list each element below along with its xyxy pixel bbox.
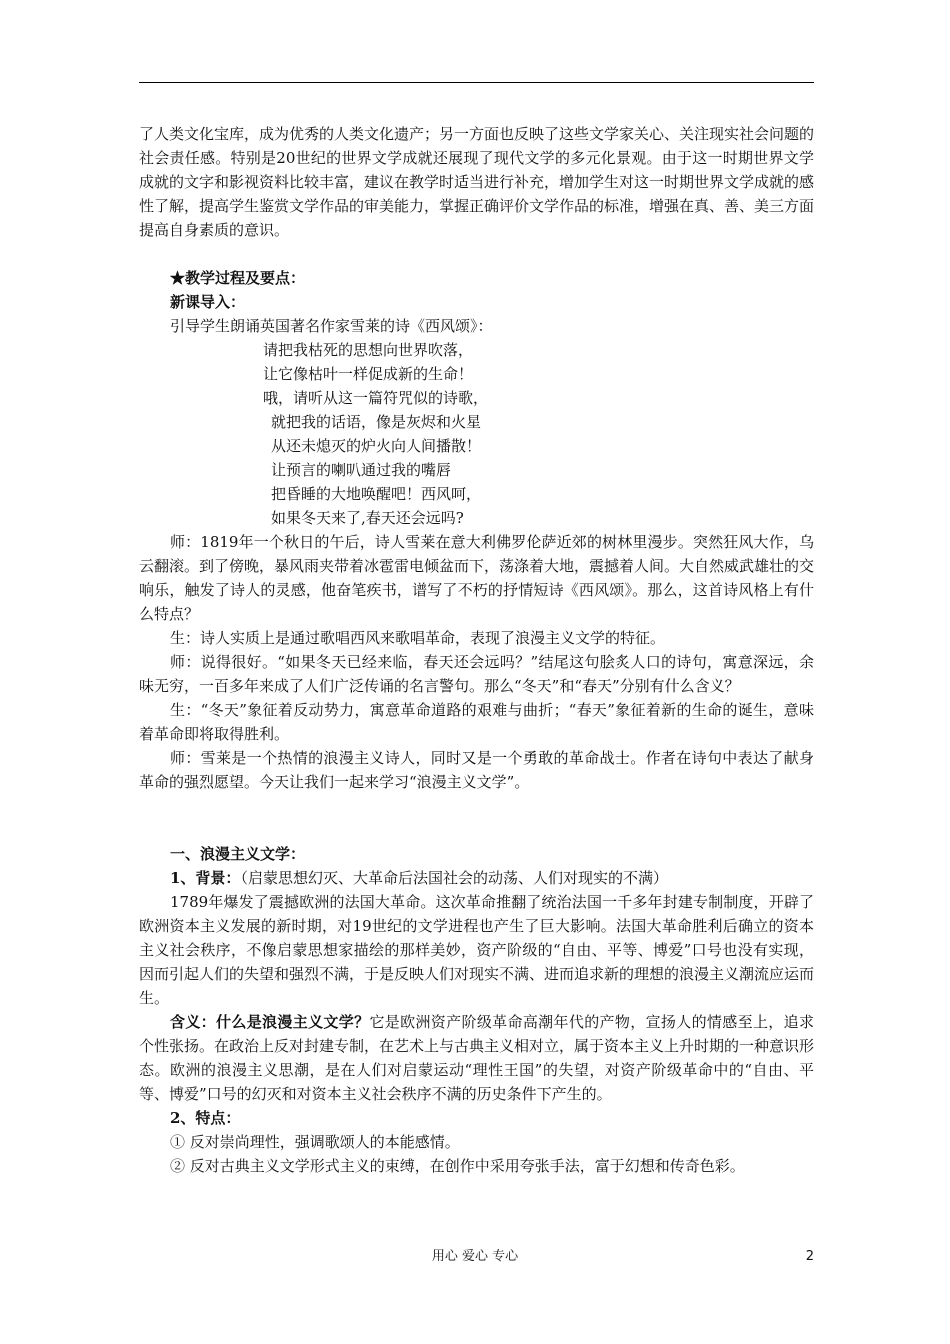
background-heading bbox=[139, 866, 814, 890]
dialog-paragraph: 师：说得很好。“如果冬天已经来临，春天还会远吗？”结尾这句脍炙人口的诗句，寓意深远，余味无穷，一百多年来成了人们广泛传诵的名言警句。那么“冬天”和“春天”分别有什么含义？ bbox=[139, 653, 814, 695]
dialog-paragraph: 师：雪莱是一个热情的浪漫主义诗人，同时又是一个勇敢的革命战士。作者在诗句中表达了献身革命的强烈愿望。今天让我们一起来学习“浪漫主义文学”。 bbox=[139, 749, 814, 791]
dialog-paragraph: 师：1819年一个秋日的午后，诗人雪莱在意大利佛罗伦萨近郊的树林里漫步。突然狂风大作，乌云翻滚。到了傍晚，暴风雨夹带着冰雹雷电倾盆而下，荡涤着大地，震撼着人间。大自然威武雄壮的交响乐，触发了诗人的灵感，他奋笔疾书，谱写了不朽的抒情短诗《西风颂》。那么，这首诗风格上有什么特点？ bbox=[139, 533, 815, 623]
document-body bbox=[139, 122, 814, 1178]
poem-line: 哦，请听从这一篇符咒似的诗歌， bbox=[263, 389, 489, 407]
header-rule bbox=[139, 82, 814, 83]
poem-line: 把昏睡的大地唤醒吧！西风呵， bbox=[271, 485, 482, 503]
heading-teaching-process: ★教学过程及要点： bbox=[170, 269, 306, 287]
intro-paragraph: 了人类文化宝库，成为优秀的人类文化遗产；另一方面也反映了这些文学家关心、关注现实社会问题的社会责任感。特别是20世纪的世界文学成就还展现了现代文学的多元化景观。由于这一时期世界文学成就的文字和影视资料比较丰富，建议在教学时适当进行补充，增加学生对这一时期世界文学成就的感性了解，提高学生鉴赏文学作品的审美能力，掌握正确评价文学作品的标准，增强在真、善、美三方面提高自身素质的意识。 bbox=[139, 125, 815, 239]
background-paragraph: 1789年爆发了震撼欧洲的法国大革命。这次革命推翻了统治法国一千多年封建专制制度，开辟了欧洲资本主义发展的新时期，对19世纪的文学进程也产生了巨大影响。法国大革命胜利后确立的资本主义社会秩序，不像启蒙思想家描绘的那样美妙，资产阶级的“自由、平等、博爱”口号也没有实现，因而引起人们的失望和强烈不满，于是反映人们对现实不满、进而追求新的理想的浪漫主义潮流应运而生。 bbox=[139, 893, 815, 1007]
dialog-paragraph: 生：诗人实质上是通过歌唱西风来歌唱革命，表现了浪漫主义文学的特征。 bbox=[170, 629, 666, 647]
heading-new-lesson: 新课导入： bbox=[170, 293, 246, 311]
background-note: （启蒙思想幻灭、大革命后法国社会的动荡、人们对现实的不满） bbox=[240, 869, 668, 887]
meaning-paragraph bbox=[139, 1010, 814, 1106]
poem-line: 让它像枯叶一样促成新的生命！ bbox=[263, 365, 474, 383]
poem-west-wind bbox=[139, 338, 814, 530]
poem-lead: 引导学生朗诵英国著名作家雪莱的诗《西风颂》： bbox=[170, 317, 493, 335]
feature-item: ② 反对古典主义文学形式主义的束缚，在创作中采用夸张手法，富于幻想和传奇色彩。 bbox=[170, 1157, 745, 1175]
background-label: 1、背景： bbox=[170, 869, 241, 887]
poem-line: 请把我枯死的思想向世界吹落， bbox=[263, 341, 474, 359]
feature-item: ① 反对崇尚理性，强调歌颂人的本能感情。 bbox=[170, 1133, 460, 1151]
dialog-paragraph: 生：“冬天”象征着反动势力，寓意革命道路的艰难与曲折；“春天”象征着新的生命的诞生，意味着革命即将取得胜利。 bbox=[139, 701, 814, 743]
poem-line: 从还未熄灭的炉火向人间播散！ bbox=[271, 437, 482, 455]
meaning-label: 含义：什么是浪漫主义文学？ bbox=[170, 1013, 370, 1031]
page-number: 2 bbox=[805, 1249, 814, 1264]
features-heading: 2、特点： bbox=[170, 1109, 241, 1127]
meaning-text: 它是欧洲资产阶级革命高潮年代的产物，宣扬人的情感至上，追求个性张扬。在政治上反对封建专制，在艺术上与古典主义相对立，属于资本主义上升时期的一种意识形态。欧洲的浪漫主义思潮，是在人们对启蒙运动“理性王国”的失望，对资产阶级革命中的“自由、平等、博爱”口号的幻灭和对资本主义社会秩序不满的历史条件下产生的。 bbox=[139, 1013, 815, 1103]
poem-line: 让预言的喇叭通过我的嘴唇 bbox=[271, 461, 452, 479]
footer-slogan: 用心 爱心 专心 bbox=[431, 1249, 519, 1264]
poem-line: 就把我的话语，像是灰烬和火星 bbox=[271, 413, 482, 431]
section-romanticism-title: 一、浪漫主义文学： bbox=[170, 845, 306, 863]
poem-line: 如果冬天来了,春天还会远吗? bbox=[271, 509, 464, 527]
